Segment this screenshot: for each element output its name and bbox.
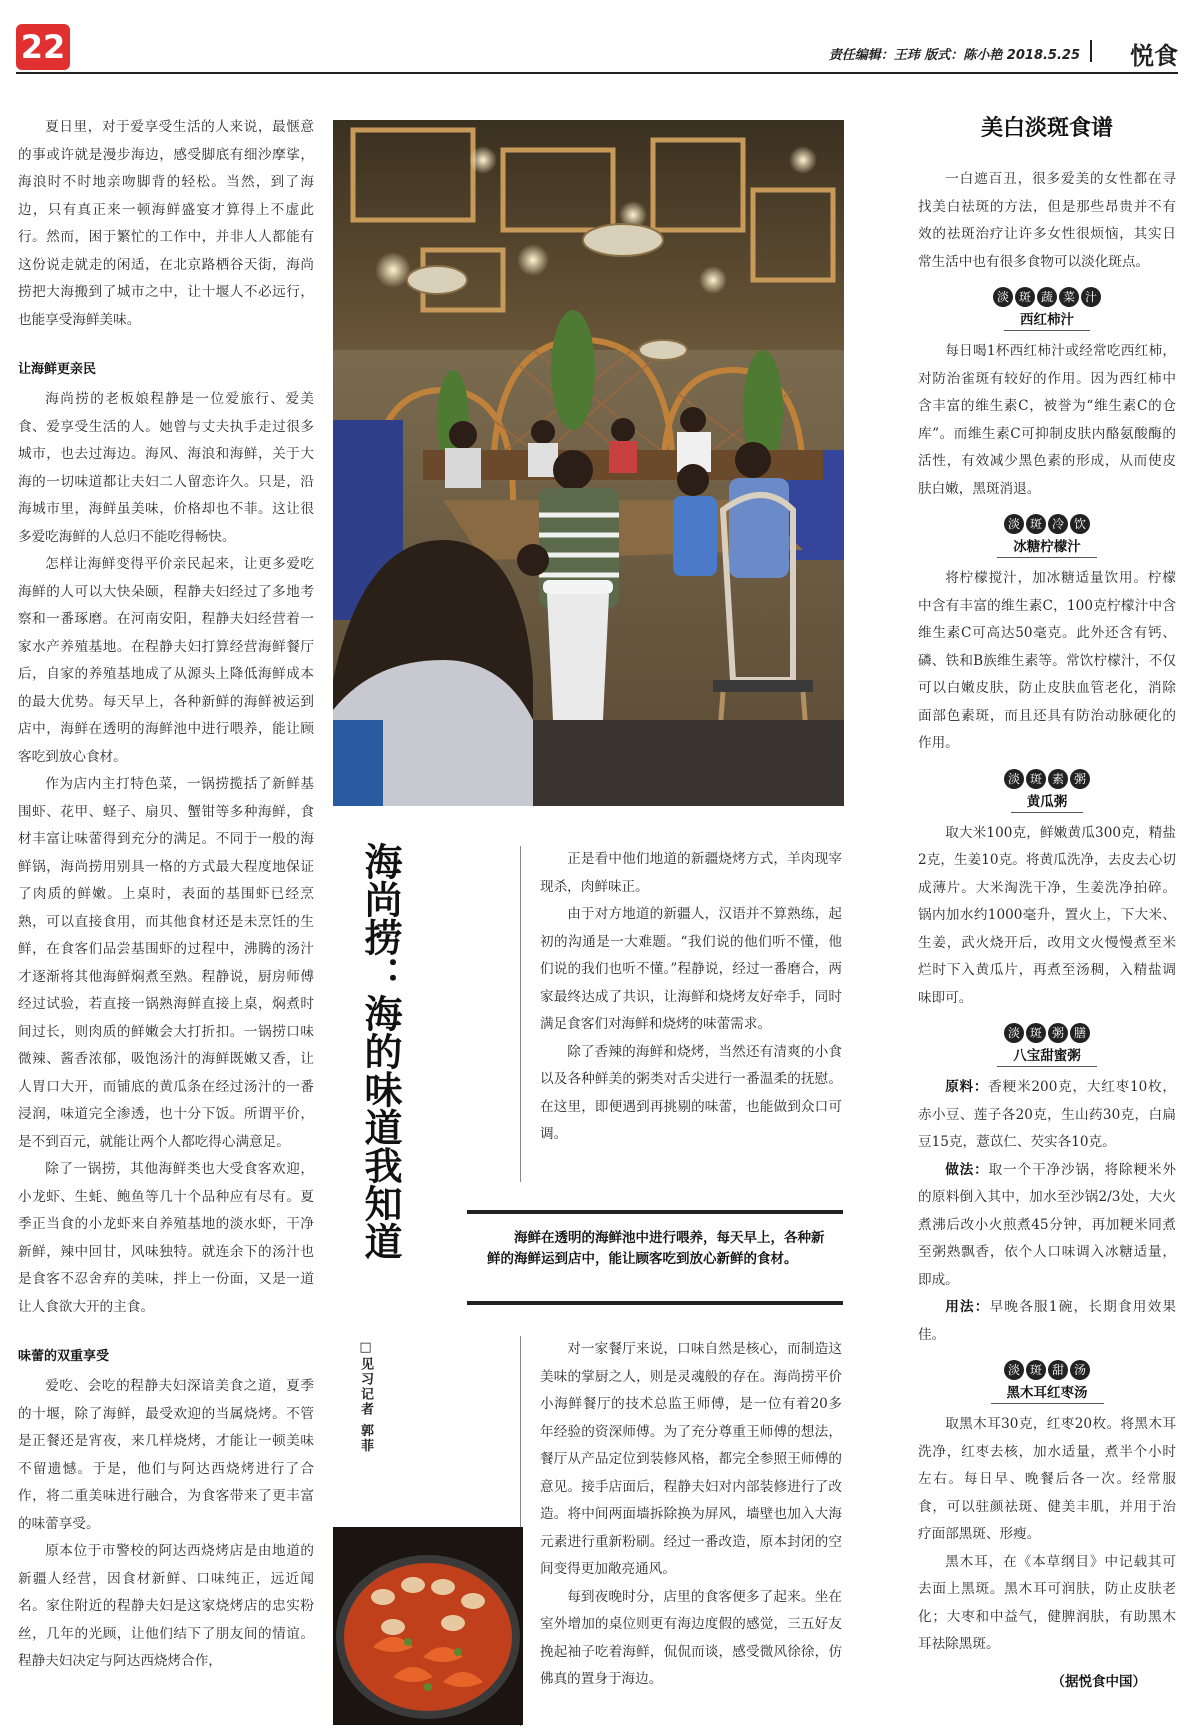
recipe-name-text: 八宝甜蜜粥 xyxy=(997,1048,1097,1067)
column-divider xyxy=(520,846,521,1182)
recipe-item xyxy=(918,768,1176,1013)
recipes-column xyxy=(918,114,1176,1696)
recipe-paragraph: 每日喝1杯西红柿汁或经常吃西红柿，对防治雀斑有较好的作用。因为西红柿中含丰富的维生素C，被誉为“维生素C的仓库”。而维生素C可抑制皮肤内酪氨酸酶的活性，有效减少黑色素的形成，从而使皮肤白嫩，黑斑消退。 xyxy=(918,343,1176,497)
recipe-tag-char: 淡 xyxy=(993,287,1013,307)
recipe-item xyxy=(918,1022,1176,1349)
recipe-tag-char: 汁 xyxy=(1081,287,1101,307)
paragraph: 除了香辣的海鲜和烧烤，当然还有清爽的小食以及各种鲜美的粥类对舌尖进行一番温柔的抚慰。在这里，即便遇到再挑剔的味蕾，也能做到众口可调。 xyxy=(540,1043,842,1142)
section-heading: 味蕾的双重享受 xyxy=(18,1349,110,1364)
header-divider xyxy=(1090,40,1092,62)
recipe-label-text: 取一个干净沙锅，将除粳米外的原料倒入其中，加水至沙锅2/3处，大火煮沸后改小火煎煮45分钟，再加粳米同煮至粥熟飘香，依个人口味调入冰糖适量，即成。 xyxy=(918,1161,1177,1288)
recipe-tag-char: 斑 xyxy=(1015,287,1035,307)
recipe-tag-char: 菜 xyxy=(1059,287,1079,307)
paragraph: 每到夜晚时分，店里的食客便多了起来。坐在室外增加的桌位则更有海边度假的感觉，三五好友挽起袖子吃着海鲜，侃侃而谈，感受微风徐徐，仿佛真的置身于海边。 xyxy=(540,1588,842,1687)
recipe-name-text: 西红柿汁 xyxy=(1004,312,1090,331)
recipe-tag xyxy=(918,513,1176,535)
recipe-paragraph xyxy=(918,1074,1176,1157)
recipe-tag-char: 粥 xyxy=(1048,1023,1068,1043)
header-rule xyxy=(16,72,1178,74)
recipes-title: 美白淡斑食谱 xyxy=(980,116,1113,141)
paragraph: 夏日里，对于爱享受生活的人来说，最惬意的事或许就是漫步海边，感受脚底有细沙摩挲，海浪时不时地亲吻脚背的轻松。当然，到了海边，只有真正来一顿海鲜盛宴才算得上不虚此行。然而，困于繁忙的工作中，并非人人都能有这份说走就走的闲适，在北京路栖谷天街，海尚捞把大海搬到了城市之中，让十堰人不必远行，也能享受海鲜美味。 xyxy=(18,119,314,328)
recipe-item xyxy=(918,513,1176,758)
recipe-tag-char: 淡 xyxy=(1004,514,1024,534)
recipe-name-text: 冰糖柠檬汁 xyxy=(997,539,1097,558)
recipe-tag-char: 膳 xyxy=(1070,1023,1090,1043)
recipe-tag-char: 淡 xyxy=(1004,769,1024,789)
recipe-paragraph xyxy=(918,1294,1176,1349)
recipe-name xyxy=(918,790,1176,814)
recipe-tag xyxy=(918,1359,1176,1381)
paragraph: 海尚捞的老板娘程静是一位爱旅行、爱美食、爱享受生活的人。她曾与丈夫执手走过很多城市，也去过海边。海风、海浪和海鲜，关于大海的一切味道都让夫妇二人留恋许久。只是，沿海城市里，海鲜虽美味，价格却也不菲。这让很多爱吃海鲜的人总归不能吃得畅快。 xyxy=(18,391,314,545)
recipe-tag-char: 饮 xyxy=(1070,514,1090,534)
recipe-name-text: 黄瓜粥 xyxy=(1011,794,1084,813)
recipe-tag-char: 斑 xyxy=(1026,1023,1046,1043)
recipe-label: 原料： xyxy=(945,1079,989,1095)
recipe-item xyxy=(918,1359,1176,1659)
recipe-tag-char: 甜 xyxy=(1048,1360,1068,1380)
article-middle-top-column xyxy=(540,846,842,1149)
section-name: 悦食 xyxy=(1130,42,1178,70)
page-number: 22 xyxy=(16,24,70,70)
paragraph: 对一家餐厅来说，口味自然是核心，而制造这美味的掌厨之人，则是灵魂般的存在。海尚捞平价小海鲜餐厅的技术总监王师傅，是一位有着20多年经验的资深师傅。为了充分尊重王师傅的想法，餐厅从产品定位到装修风格，都完全参照王师傅的意见。接手店面后，程静夫妇对内部装修进行了改造。将中间两面墙拆除换为屏风，墙壁也加入大海元素进行重新粉刷。经过一番改造，原本封闭的空间变得更加敞亮通风。 xyxy=(540,1341,842,1577)
recipe-tag-char: 斑 xyxy=(1026,514,1046,534)
recipe-list xyxy=(918,286,1176,1659)
restaurant-interior-photo xyxy=(333,120,844,806)
article-left-column xyxy=(18,114,314,1676)
paragraph: 作为店内主打特色菜，一锅捞揽括了新鲜基围虾、花甲、蛏子、扇贝、蟹钳等多种海鲜，食材丰富让味蕾得到充分的满足。不同于一般的海鲜锅，海尚捞用别具一格的方式最大程度地保证了肉质的鲜嫩。上桌时，表面的基围虾已经烹熟，可以直接食用，而其他食材还是未烹饪的生鲜，在食客们品尝基围虾的过程中，沸腾的汤汁才逐渐将其他海鲜焖煮至熟。程静说，厨房师傅经过试验，若直接一锅熟海鲜直接上桌，焖煮时间过长，则肉质的鲜嫩会大打折扣。一锅捞口味微辣、酱香浓郁，吸饱汤汁的海鲜既嫩又香，让人胃口大开，而铺底的黄瓜条在经过汤汁的一番浸润，味道完全渗透，也十分下饭。所谓平价，是不到百元，就能让两个人都吃得心满意足。 xyxy=(18,776,314,1150)
recipe-tag-char: 蔬 xyxy=(1037,287,1057,307)
recipe-tag-char: 粥 xyxy=(1070,769,1090,789)
recipe-paragraph: 取大米100克，鲜嫩黄瓜300克，精盐2克，生姜10克。将黄瓜洗净，去皮去心切成薄片。大米淘洗干净，生姜洗净拍碎。锅内加水约1000毫升，置火上，下大米、生姜，武火烧开后，改用文火慢慢煮至米烂时下入黄瓜片，再煮至汤稠，入精盐调味即可。 xyxy=(918,824,1176,1006)
editor-info: 责任编辑：王玮 版式：陈小艳 2018.5.25 xyxy=(828,48,1080,63)
paragraph: 正是看中他们地道的新疆烧烤方式，羊肉现宰现杀，肉鲜味正。 xyxy=(540,851,842,895)
recipe-name xyxy=(918,308,1176,332)
recipes-intro: 一白遮百丑，很多爱美的女性都在寻找美白祛斑的方法，但是那些昂贵并不有效的祛斑治疗让许多女性很烦恼，其实日常生活中也有很多食物可以淡化斑点。 xyxy=(918,171,1176,270)
paragraph: 由于对方地道的新疆人，汉语并不算熟练，起初的沟通是一大难题。“我们说的他们听不懂，他们说的我们也听不懂。”程静说，经过一番磨合，两家最终达成了共识，让海鲜和烧烤友好牵手，同时满足食客们对海鲜和烧烤的味蕾需求。 xyxy=(540,906,842,1032)
recipe-label-text: 早晚各服1碗，长期食用效果佳。 xyxy=(918,1299,1176,1343)
recipe-name-text: 黑木耳红枣汤 xyxy=(991,1385,1104,1404)
recipe-label: 做法： xyxy=(945,1161,989,1178)
recipe-paragraph: 取黑木耳30克，红枣20枚。将黑木耳洗净，红枣去核，加水适量，煮半个小时左右。每日早、晚餐后各一次。经常服食，可以驻颜祛斑、健美丰肌，并用于治疗面部黑斑、形瘦。 xyxy=(918,1416,1176,1542)
paragraph: 原本位于市警校的阿达西烧烤店是由地道的新疆人经营，因食材新鲜、口味纯正，远近闻名。家住附近的程静夫妇是这家烧烤店的忠实粉丝，几年的光顾，让他们结下了朋友间的情谊。程静夫妇决定与阿达西烧烤合作， xyxy=(18,1543,314,1669)
pull-quote-text: 海鲜在透明的海鲜池中进行喂养，每天早上，各种新鲜的海鲜运到店中，能让顾客吃到放心新鲜的食材。 xyxy=(487,1230,825,1267)
recipe-tag xyxy=(918,768,1176,790)
paragraph: 怎样让海鲜变得平价亲民起来，让更多爱吃海鲜的人可以大快朵颐，程静夫妇经过了多地考察和一番琢磨。在河南安阳，程静夫妇经营着一家水产养殖基地。在程静夫妇打算经营海鲜餐厅后，自家的养殖基地成了从源头上降低海鲜成本的最大优势。每天早上，各种新鲜的海鲜被运到店中，海鲜在透明的海鲜池中进行喂养，能让顾客吃到放心食材。 xyxy=(18,556,314,765)
recipe-name xyxy=(918,535,1176,559)
article-middle-bottom-column xyxy=(540,1336,842,1694)
section-heading: 让海鲜更亲民 xyxy=(18,362,97,377)
recipe-name xyxy=(918,1381,1176,1405)
recipe-name xyxy=(918,1044,1176,1068)
recipe-label-text: 香粳米200克，大红枣10枚，赤小豆、莲子各20克，生山药30克，白扁豆15克，薏苡仁、芡实各10克。 xyxy=(918,1079,1176,1150)
recipe-paragraph xyxy=(918,1157,1176,1295)
recipe-tag-char: 淡 xyxy=(1004,1360,1024,1380)
article-headline: 海尚捞：海的味道我知道 xyxy=(358,842,403,1260)
recipe-tag-char: 素 xyxy=(1048,769,1068,789)
recipe-item xyxy=(918,286,1176,503)
seafood-pot-photo xyxy=(333,1527,523,1725)
recipe-tag-char: 淡 xyxy=(1004,1023,1024,1043)
paragraph: 除了一锅捞，其他海鲜类也大受食客欢迎，小龙虾、生蚝、鲍鱼等几十个品种应有尽有。夏季正当食的小龙虾来自养殖基地的淡水虾，干净新鲜，辣中回甘，风味独特。就连余下的汤汁也是食客不忍舍弃的美味，拌上一份面，又是一道让人食欲大开的主食。 xyxy=(18,1161,314,1315)
recipe-tag-char: 斑 xyxy=(1026,769,1046,789)
recipe-tag xyxy=(918,286,1176,308)
recipe-paragraph: 将柠檬搅汁，加冰糖适量饮用。柠檬中含有丰富的维生素C，100克柠檬汁中含维生素C可高达50毫克。此外还含有钙、磷、铁和B族维生素等。常饮柠檬汁，不仅可以白嫩皮肤，防止皮肤血管老化，消除面部色素斑，而且还具有防治动脉硬化的作用。 xyxy=(918,570,1176,751)
recipe-tag xyxy=(918,1022,1176,1044)
recipe-tag-char: 汤 xyxy=(1070,1360,1090,1380)
recipe-tag-char: 斑 xyxy=(1026,1360,1046,1380)
reporter-byline: □见习记者 郭菲 xyxy=(358,1340,373,1454)
recipe-label: 用法： xyxy=(945,1299,990,1315)
recipe-tag-char: 冷 xyxy=(1048,514,1068,534)
paragraph: 爱吃、会吃的程静夫妇深谙美食之道，夏季的十堰，除了海鲜，最受欢迎的当属烧烤。不管是正餐还是宵夜，来几样烧烤，才能让一顿美味不留遗憾。于是，他们与阿达西烧烤进行了合作，将二重美味进行融合，为食客带来了更丰富的味蕾享受。 xyxy=(18,1378,314,1532)
source-credit: （据悦食中国） xyxy=(1051,1673,1146,1690)
pull-quote xyxy=(467,1210,843,1305)
recipe-paragraph: 黑木耳，在《本草纲目》中记载其可去面上黑斑。黑木耳可润肤，防止皮肤老化；大枣和中益气，健脾润肤，有助黑木耳祛除黑斑。 xyxy=(918,1553,1176,1652)
